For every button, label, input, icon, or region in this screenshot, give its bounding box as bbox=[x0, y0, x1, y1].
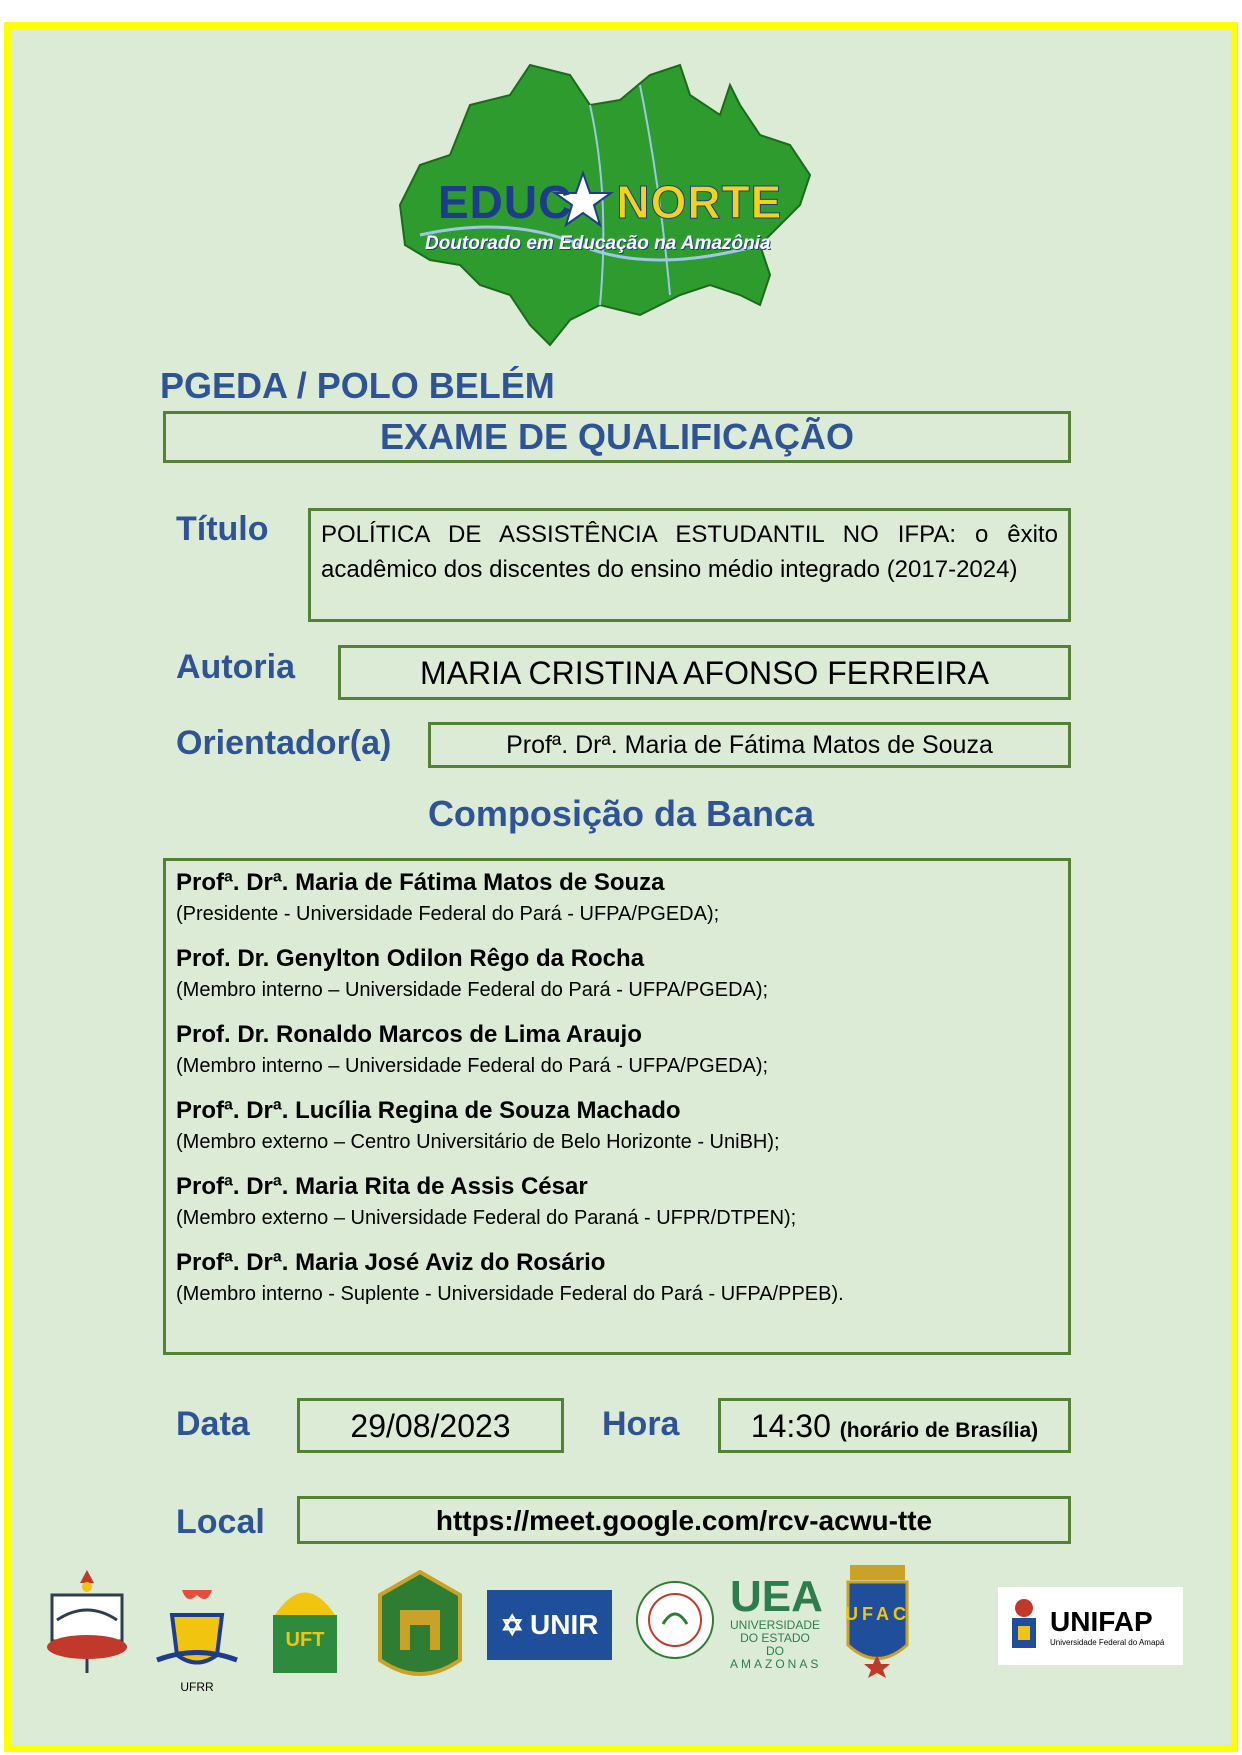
member-affiliation: (Membro interno - Suplente - Universidade Federal do Pará - UFPA/PPEB). bbox=[176, 1283, 844, 1305]
member-affiliation: (Membro externo – Universidade Federal do Paraná - UFPR/DTPEN); bbox=[176, 1207, 797, 1229]
banca-member bbox=[176, 943, 1058, 1005]
hora-note: (horário de Brasília) bbox=[839, 1419, 1039, 1442]
logo-subtitle: Doutorado em Educação na Amazônia bbox=[425, 233, 771, 254]
ufopa-logo bbox=[375, 1570, 465, 1690]
titulo-value: POLÍTICA DE ASSISTÊNCIA ESTUDANTIL NO IFPA: o êxito acadêmico dos discentes do ensino médio integrado (2017-2024) bbox=[308, 508, 1071, 622]
member-affiliation: (Presidente - Universidade Federal do Pará - UFPA/PGEDA); bbox=[176, 903, 720, 925]
banca-member bbox=[176, 1247, 1058, 1309]
unifap-caption: UNIFAP bbox=[1050, 1605, 1153, 1637]
meet-link[interactable]: https://meet.google.com/rcv-acwu-tte bbox=[297, 1496, 1071, 1544]
ufac-caption: UFAC bbox=[845, 1604, 910, 1624]
ufrr-caption: UFRR bbox=[180, 1680, 214, 1694]
program-title: PGEDA / POLO BELÉM bbox=[160, 365, 555, 406]
uea-caption: UEA bbox=[730, 1572, 823, 1621]
data-label: Data bbox=[176, 1405, 250, 1443]
banca-member bbox=[176, 1019, 1058, 1081]
ufam-logo bbox=[635, 1580, 715, 1660]
ufac-logo bbox=[840, 1560, 915, 1680]
orientador-label: Orientador(a) bbox=[176, 724, 392, 762]
member-name: Prof. Dr. Ronaldo Marcos de Lima Araujo bbox=[176, 1021, 642, 1048]
data-value: 29/08/2023 bbox=[297, 1398, 564, 1453]
member-name: Prof. Dr. Genylton Odilon Rêgo da Rocha bbox=[176, 945, 645, 972]
titulo-label: Título bbox=[176, 510, 269, 548]
unir-caption: UNIR bbox=[530, 1609, 599, 1640]
exam-title: EXAME DE QUALIFICAÇÃO bbox=[163, 411, 1071, 463]
autoria-value: MARIA CRISTINA AFONSO FERREIRA bbox=[338, 645, 1071, 700]
uft-logo bbox=[265, 1575, 345, 1680]
logo-brand bbox=[438, 175, 782, 229]
banca-member bbox=[176, 1095, 1058, 1157]
member-name: Profª. Drª. Maria José Aviz do Rosário bbox=[176, 1249, 606, 1276]
member-affiliation: (Membro externo – Centro Universitário de Belo Horizonte - UniBH); bbox=[176, 1131, 780, 1153]
banca-title: Composição da Banca bbox=[427, 793, 815, 834]
unifap-crest-icon bbox=[1004, 1596, 1044, 1656]
member-name: Profª. Drª. Lucília Regina de Souza Machado bbox=[176, 1097, 681, 1124]
unir-logo bbox=[487, 1590, 612, 1660]
banca-member bbox=[176, 1171, 1058, 1233]
member-affiliation: (Membro interno – Universidade Federal do Pará - UFPA/PGEDA); bbox=[176, 1055, 769, 1077]
uea-logo bbox=[730, 1572, 823, 1675]
educanorte-logo bbox=[360, 45, 870, 355]
member-name: Profª. Drª. Maria Rita de Assis César bbox=[176, 1173, 588, 1200]
uea-sub2: DO ESTADO DO bbox=[740, 1631, 810, 1658]
unifap-logo bbox=[998, 1587, 1183, 1665]
banca-member bbox=[176, 867, 1058, 929]
member-name: Profª. Drª. Maria de Fátima Matos de Souza bbox=[176, 869, 665, 896]
banca-list bbox=[163, 858, 1071, 1355]
uea-sub1: UNIVERSIDADE bbox=[730, 1618, 821, 1632]
hora-time: 14:30 bbox=[750, 1408, 831, 1444]
logo-brand-left: EDUC bbox=[438, 176, 573, 228]
ufrr-logo bbox=[152, 1585, 242, 1695]
autoria-label: Autoria bbox=[176, 648, 295, 686]
hora-label: Hora bbox=[602, 1405, 680, 1443]
hora-value bbox=[718, 1398, 1071, 1453]
unifap-subcaption: Universidade Federal do Amapá bbox=[1050, 1637, 1165, 1647]
orientador-value: Profª. Drª. Maria de Fátima Matos de Souza bbox=[428, 722, 1071, 768]
member-affiliation: (Membro interno – Universidade Federal do Pará - UFPA/PGEDA); bbox=[176, 979, 769, 1001]
local-label: Local bbox=[176, 1503, 265, 1541]
ufpa-logo bbox=[42, 1565, 132, 1675]
unir-star-icon: ✡ bbox=[500, 1609, 524, 1641]
uea-sub3: AMAZONAS bbox=[730, 1657, 822, 1671]
footer-logos bbox=[40, 1555, 1200, 1705]
uft-caption: UFT bbox=[285, 1629, 325, 1651]
logo-brand-right: NORTE bbox=[616, 176, 783, 228]
